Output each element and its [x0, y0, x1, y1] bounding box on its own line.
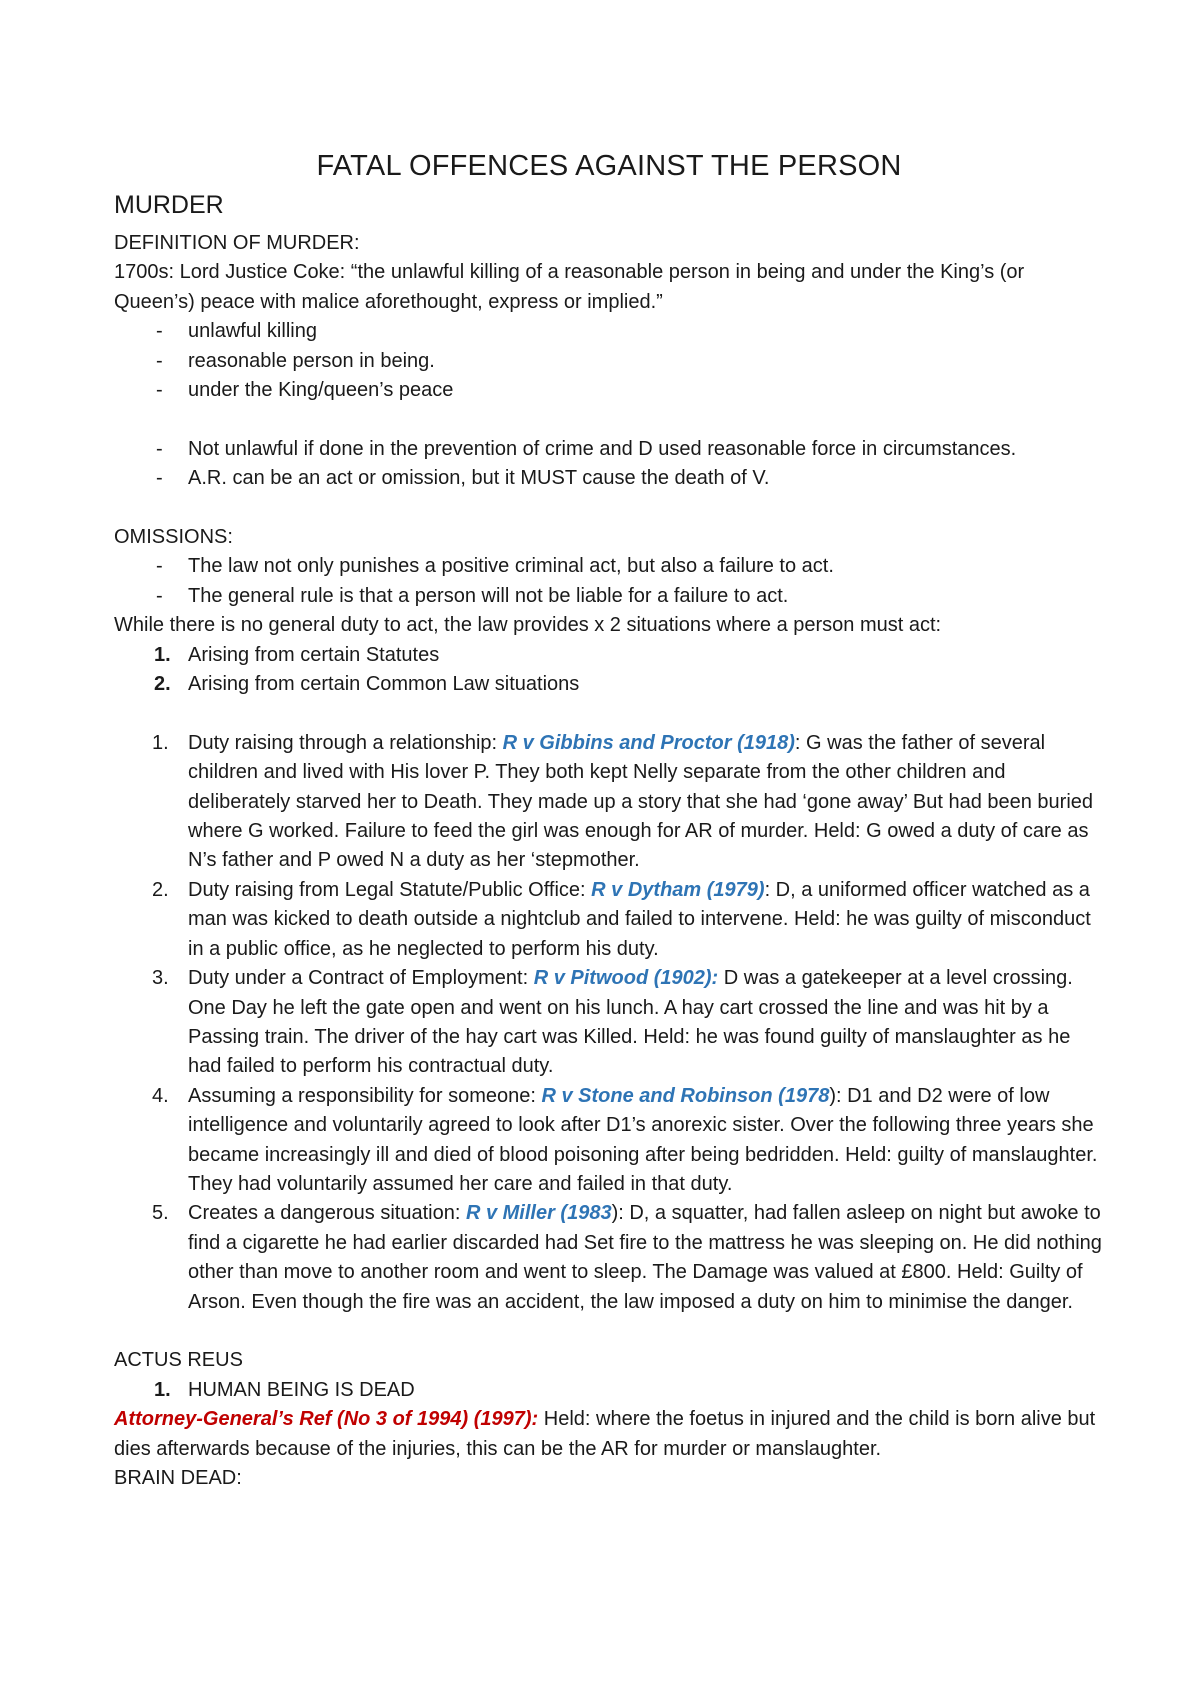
list-item: - under the King/queen’s peace	[156, 379, 454, 402]
situation-item: 3. Duty under a Contract of Employment: R v Pitwood (1902): D was a gatekeeper at a level crossing. One Day he left the gate open and went on his lunch. A hay cart crossed the line and was hit by a Passing train. The driver of the hay cart was Killed. Held: he was found guilty of manslaughter as he had failed to perform his contractual duty.	[152, 967, 1073, 1078]
situation-item: 1. Duty raising through a relationship: R v Gibbins and Proctor (1918): G was the father of several children and lived with His lover P. They both kept Nelly separate from the other children and deliberately starved her to Death. They made up a story that she had ‘gone away’ But had been buried where G worked. Failure to feed the girl was enough for AR of murder. Held: G owed a duty of care as N’s father and P owed N a duty as her ‘stepmother.	[152, 731, 1094, 872]
case-citation: Attorney-General’s Ref (No 3 of 1994) (1997):	[114, 1408, 539, 1431]
document-body	[114, 229, 1104, 1493]
case-citation: R v Pitwood (1902):	[533, 967, 719, 990]
case-citation: R v Gibbins and Proctor (1918)	[502, 731, 795, 754]
spacer	[114, 1317, 1104, 1346]
duty-intro: While there is no general duty to act, the law provides x 2 situations where a person must act:	[114, 614, 942, 637]
list-item: - reasonable person in being.	[156, 349, 435, 372]
omissions-points	[114, 552, 1104, 611]
page-title: FATAL OFFENCES AGAINST THE PERSON	[316, 150, 902, 182]
list-item: - unlawful killing	[156, 320, 317, 343]
list-item: - The law not only punishes a positive criminal act, but also a failure to act.	[156, 555, 834, 578]
ag-reference-paragraph: Attorney-General’s Ref (No 3 of 1994) (1997): Held: where the foetus in injured and the child is born alive but dies afterwards because of the injuries, this can be the AR for murder or manslaughter.	[114, 1408, 1096, 1460]
actus-reus-points	[114, 1376, 1104, 1405]
list-item: - A.R. can be an act or omission, but it MUST cause the death of V.	[156, 467, 770, 490]
list-item: 1. Arising from certain Statutes	[154, 643, 440, 666]
brain-dead-heading: BRAIN DEAD:	[114, 1467, 242, 1489]
situation-item: 4. Assuming a responsibility for someone: R v Stone and Robinson (1978): D1 and D2 were of low intelligence and voluntarily agreed to look after D1’s anorexic sister. Over the following three years she became increasingly ill and died of blood poisoning after being bedridden. Held: guilty of manslaughter. They had voluntarily assumed her care and failed in that duty.	[152, 1084, 1098, 1195]
spacer	[114, 494, 1104, 523]
spacer	[114, 405, 1104, 434]
section-heading-murder: MURDER	[114, 191, 224, 219]
situation-item: 2. Duty raising from Legal Statute/Public Office: R v Dytham (1979): D, a uniformed officer watched as a man was kicked to death outside a nightclub and failed to intervene. Held: he was guilty of misconduct in a public office, as he neglected to perform his duty.	[152, 878, 1091, 960]
definition-text: 1700s: Lord Justice Coke: “the unlawful killing of a reasonable person in being and under the King’s (or Queen’s) peace with malice aforethought, express or implied.”	[114, 261, 1025, 313]
duty-sources	[114, 641, 1104, 700]
case-citation: R v Dytham (1979)	[591, 878, 765, 901]
spacer	[114, 699, 1104, 728]
case-citation: R v Stone and Robinson (1978	[541, 1084, 830, 1107]
list-item: 2. Arising from certain Common Law situations	[154, 673, 580, 696]
actus-reus-heading: ACTUS REUS	[114, 1349, 243, 1372]
list-item: 1. HUMAN BEING IS DEAD	[154, 1378, 415, 1401]
list-item: - Not unlawful if done in the prevention of crime and D used reasonable force in circumstances.	[156, 437, 1017, 460]
case-citation: R v Miller (1983	[465, 1202, 612, 1225]
duty-situations	[114, 729, 1104, 1317]
definition-heading: DEFINITION OF MURDER:	[114, 232, 360, 254]
omissions-heading: OMISSIONS:	[114, 526, 233, 549]
definition-points	[114, 317, 1104, 493]
situation-item: 5. Creates a dangerous situation: R v Miller (1983): D, a squatter, had fallen asleep on night but awoke to find a cigarette he had earlier discarded had Set fire to the mattress he was sleeping on. He did nothing other than move to another room and went to sleep. The Damage was valued at £800. Held: Guilty of Arson. Even though the fire was an accident, the law imposed a duty on him to minimise the danger.	[152, 1202, 1102, 1313]
list-item: - The general rule is that a person will not be liable for a failure to act.	[156, 584, 789, 607]
